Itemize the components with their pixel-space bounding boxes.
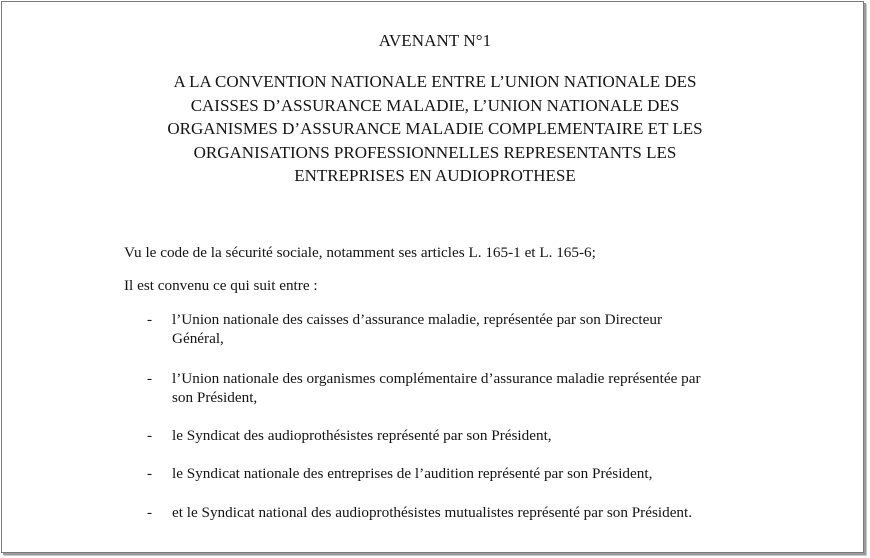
party-text [172, 504, 692, 523]
heading-line: ORGANISMES D’ASSURANCE MALADIE COMPLEMENTAIRE ET LES [167, 119, 703, 138]
party-line: le Syndicat des audioprothésistes représenté par son Président, [172, 427, 552, 444]
list-marker: - [147, 504, 153, 521]
party-line: le Syndicat nationale des entreprises de l’audition représenté par son Président, [172, 465, 653, 482]
heading-line: A LA CONVENTION NATIONALE ENTRE L’UNION NATIONALE DES [173, 72, 697, 91]
party-line: l’Union nationale des caisses d’assurance maladie, représentée par son Directeur [172, 311, 663, 328]
list-marker: - [147, 311, 153, 328]
heading-line: ORGANISATIONS PROFESSIONNELLES REPRESENTANTS LES [193, 142, 677, 162]
preamble-paragraph: Vu le code de la sécurité sociale, notamment ses articles L. 165-1 et L. 165-6; [124, 244, 596, 261]
party-text [172, 311, 662, 348]
party-line: l’Union nationale des organismes complémentaire d’assurance maladie représentée par [172, 370, 701, 387]
party-line: son Président, [172, 388, 258, 406]
list-marker: - [147, 427, 153, 444]
list-marker: - [147, 370, 153, 387]
party-text [172, 370, 701, 407]
heading-line: CAISSES D’ASSURANCE MALADIE, L’UNION NATIONALE DES [190, 95, 680, 115]
party-line: Général, [172, 329, 224, 347]
document-heading [0, 70, 870, 188]
list-marker: - [147, 465, 153, 482]
heading-line: ENTREPRISES EN AUDIOPROTHESE [294, 166, 576, 185]
party-text [172, 427, 552, 446]
intro-paragraph: Il est convenu ce qui suit entre : [124, 277, 318, 294]
party-text [172, 465, 652, 484]
document-title: AVENANT N°1 [378, 31, 492, 50]
party-line: et le Syndicat national des audioprothésistes mutualistes représenté par son Président. [172, 504, 693, 521]
